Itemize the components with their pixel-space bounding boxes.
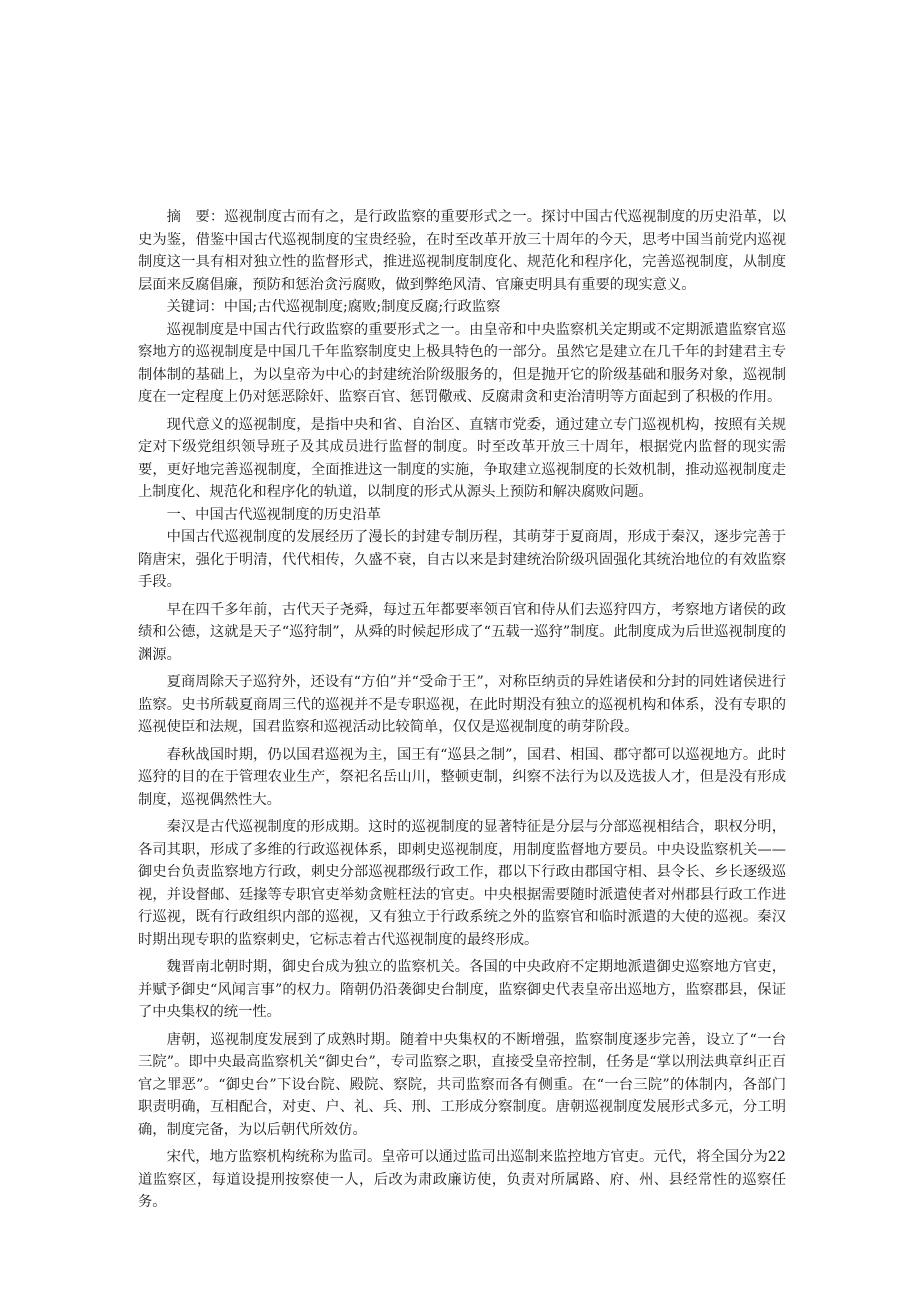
body-paragraph: 中国古代巡视制度的发展经历了漫长的封建专制历程，其萌芽于夏商周，形成于秦汉，逐步完善于隋唐宋，强化于明清，代代相传，久盛不衰，自古以来是封建统治阶级巩固强化其统治地位的有效监察手段。	[138, 529, 786, 590]
body-paragraph: 魏晋南北朝时期，御史台成为独立的监察机关。各国的中央政府不定期地派遣御史巡察地方官吏，并赋予御史“风闻言事”的权力。隋朝仍沿袭御史台制度，监察御史代表皇帝出巡地方，监察郡县，保证了中央集权的统一性。	[138, 959, 786, 1020]
document-body	[138, 206, 786, 1214]
body-paragraph: 早在四千多年前，古代天子尧舜，每过五年都要率领百官和侍从们去巡狩四方，考察地方诸侯的政绩和公德，这就是天子“巡狩制”，从舜的时候起形成了“五载一巡狩”制度。此制度成为后世巡视制度的渊源。	[138, 601, 786, 663]
body-paragraph: 春秋战国时期，仍以国君巡视为主，国王有“巡县之制”，国君、相国、郡守都可以巡视地方。此时巡狩的目的在于管理农业生产，祭祀名岳山川，整顿吏制，纠察不法行为以及选拔人才，但是没有形成制度，巡视偶然性大。	[138, 746, 786, 808]
body-paragraph: 唐朝，巡视制度发展到了成熟时期。随着中央集权的不断增强，监察制度逐步完善，设立了“一台三院”。即中央最高监察机关“御史台”，专司监察之职，直接受皇帝控制，任务是“掌以刑法典章纠正百官之罪恶”。“御史台”下设台院、殿院、察院，共司监察而各有侧重。在“一台三院”的体制内，各部门职责明确，互相配合，对吏、户、礼、兵、刑、工形成分察制度。唐朝巡视制度发展形式多元，分工明确，制度完备，为以后朝代所效仿。	[138, 1031, 786, 1138]
body-paragraph: 夏商周除天子巡狩外，还设有“方伯”并“受命于王”，对称臣纳贡的异姓诸侯和分封的同姓诸侯进行监察。史书所载夏商周三代的巡视并不是专职巡视，在此时期没有独立的巡视机构和体系，没有专职的巡视使臣和法规，国君监察和巡视活动比较简单，仅仅是巡视制度的萌芽阶段。	[138, 674, 786, 735]
body-paragraph: 巡视制度是中国古代行政监察的重要形式之一。由皇帝和中央监察机关定期或不定期派遣监察官巡察地方的巡视制度是中国几千年监察制度史上极具特色的一部分。虽然它是建立在几千年的封建君主专制体制的基础上，为以皇帝为中心的封建统治阶级服务的，但是抛开它的阶级基础和服务对象，巡视制度在一定程度上仍对惩恶除奸、监察百官、惩罚儆戒、反腐肃贪和吏治清明等方面起到了积极的作用。	[138, 321, 786, 405]
section-heading: 一、中国古代巡视制度的历史沿革	[166, 506, 382, 523]
body-paragraph: 秦汉是古代巡视制度的形成期。这时的巡视制度的显著特征是分层与分部巡视相结合，职权分明，各司其职，形成了多维的行政巡视体系，即刺史巡视制度，用制度监督地方要员。中央设监察机关——御史台负责监察地方行政，刺史分部巡视郡级行政工作，郡以下行政由郡国守相、县令长、乡长逐级巡视，并设督邮、廷掾等专职官吏举劾贪赃枉法的官吏。中央根据需要随时派遣使者对州郡县行政工作进行巡视，既有行政组织内部的巡视，又有独立于行政系统之外的监察官和临时派遣的大使的巡视。秦汉时期出现专职的监察刺史，它标志着古代巡视制度的最终形成。	[138, 819, 786, 948]
abstract-paragraph: 摘 要：巡视制度古而有之，是行政监察的重要形式之一。探讨中国古代巡视制度的历史沿革，以史为鉴，借鉴中国古代巡视制度的宝贵经验，在时至改革开放三十周年的今天，思考中国当前党内巡视制度这一具有相对独立性的监督形式，推进巡视制度制度化、规范化和程序化，完善巡视制度，从制度层面来反腐倡廉，预防和惩治贪污腐败，做到弊绝风清、官廉吏明具有重要的现实意义。	[138, 209, 786, 293]
body-paragraph: 现代意义的巡视制度，是指中央和省、自治区、直辖市党委，通过建立专门巡视机构，按照有关规定对下级党组织领导班子及其成员进行监督的制度。时至改革开放三十周年，根据党内监督的现实需要，更好地完善巡视制度，全面推进这一制度的实施，争取建立巡视制度的长效机制，推动巡视制度走上制度化、规范化和程序化的轨道，以制度的形式从源头上预防和解决腐败问题。	[138, 416, 786, 500]
body-paragraph: 宋代，地方监察机构统称为监司。皇帝可以通过监司出巡制来监控地方官吏。元代，将全国分为22道监察区，每道设提刑按察使一人，后改为肃政廉访使，负责对所属路、府、州、县经常性的巡察任务。	[138, 1149, 786, 1210]
keywords-paragraph: 关键词：中国;古代巡视制度;腐败;制度反腐;行政监察	[166, 299, 501, 315]
